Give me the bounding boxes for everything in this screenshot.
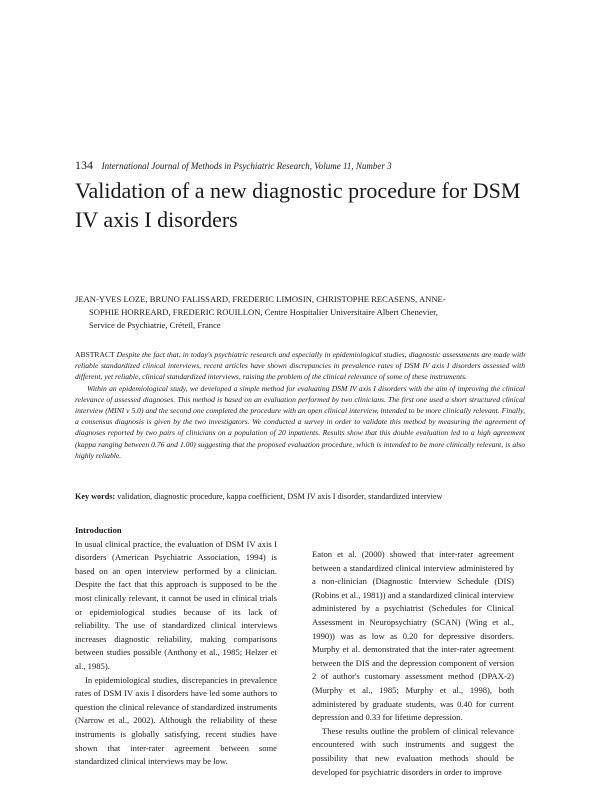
author-block <box>75 293 525 332</box>
author-line-1: JEAN-YVES LOZE, BRUNO FALISSARD, FREDERIC LIMOSIN, CHRISTOPHE RECASENS, ANNE- <box>75 294 446 304</box>
abstract-paragraph-2: Within an epidemiological study, we developed a simple method for evaluating DSM IV axis I disorders with the aim of improving the clinical relevance of assessed diagnoses. This method is based on an evaluation performed by two clinicians. The first one used a short structured clinical interview (MINI v 5.0) and the second one completed the procedure with an open clinical interview, intended to be more clinically relevant. Finally, a consensus diagnosis is given by the two investigators. We conducted a survey in order to validate this method by measuring the agreement of diagnoses reported by two pairs of clinicians on a population of 20 inpatients. Results show that this double evaluation led to a high agreement (kappa ranging between 0.76 and 1.00) suggesting that the proposed evaluation procedure, which is intended to be more clinically relevant, is also highly reliable. <box>75 383 525 460</box>
keywords-text: validation, diagnostic procedure, kappa coefficient, DSM IV axis I disorder, standardized interview <box>115 492 443 501</box>
running-header <box>75 158 392 173</box>
body-paragraph: Eaton et al. (2000) showed that inter-rater agreement between a standardized clinical interview administered by a non-clinician (Diagnostic Interview Schedule (DIS) (Robins et al., 1981)) and a standardized clinical interview administered by a psychiatrist (Schedules for Clinical Assessment in Neuropsychiatry (SCAN) (Wing et al., 1990)) was as low as 0.20 for depressive disorders. Murphy et al. demonstrated that the inter-rater agreement between the DIS and the depression component of version 2 of author's customary assessment method (DPAX-2) (Murphy et al., 1985; Murphy et al., 1998), both administered by graduate students, was 0.40 for current depression and 0.33 for lifetime depression. <box>312 549 514 723</box>
section-heading-introduction: Introduction <box>75 525 122 535</box>
body-paragraph: In epidemiological studies, discrepancies in prevalence rates of DSM IV axis I disorders have led some authors to question the clinical relevance of standardized instruments (Narrow et al., 2002). Although the reliability of these instruments is globally satisfying, recent studies have shown that inter-rater agreement between some standardized clinical interviews may be low. <box>75 674 277 767</box>
right-column <box>312 548 514 779</box>
author-line-2: SOPHIE HORREARD, FREDERIC ROUILLON, Centre Hospitalier Universitaire Albert Chenevier, <box>89 307 438 317</box>
keywords-label: Key words: <box>75 492 116 501</box>
page-number: 134 <box>75 158 93 172</box>
body-paragraph: In usual clinical practice, the evaluation of DSM IV axis I disorders (American Psychiatric Association, 1994) is based on an open interview performed by a clinician. Despite the fact that this approach is supposed to be the most clinically relevant, it cannot be used in clinical trials or epidemiological studies because of its lack of reliability. The use of standardized clinical interviews increases diagnostic reliability, making comparisons between studies possible (Anthony et al., 1985; Helzer et al., 1985). <box>75 538 277 671</box>
affiliation-line: Service de Psychiatrie, Créteil, France <box>89 320 221 330</box>
abstract <box>75 349 525 461</box>
journal-citation: International Journal of Methods in Psychiatric Research, Volume 11, Number 3 <box>101 161 392 171</box>
body-paragraph: These results outline the problem of clinical relevance encountered with such instruments and suggest the possibility that new evaluation methods should be developed for psychiatric disorders in order to improve <box>312 725 514 777</box>
abstract-text-1: Despite the fact that, in today's psychiatric research and especially in epidemiological studies, diagnostic assessments are made with reliable standardized clinical interviews, recent articles have shown discrepancies in prevalence rates of DSM IV axis I disorders assessed with different, yet reliable, clinical standardized interviews, raising the problem of the clinical relevance of some of these instruments. <box>75 350 525 382</box>
abstract-paragraph-1 <box>75 349 525 383</box>
left-column <box>75 524 277 769</box>
article-title: Validation of a new diagnostic procedure for DSM IV axis I disorders <box>75 178 521 232</box>
keywords <box>75 491 525 503</box>
abstract-label: ABSTRACT <box>75 350 115 359</box>
